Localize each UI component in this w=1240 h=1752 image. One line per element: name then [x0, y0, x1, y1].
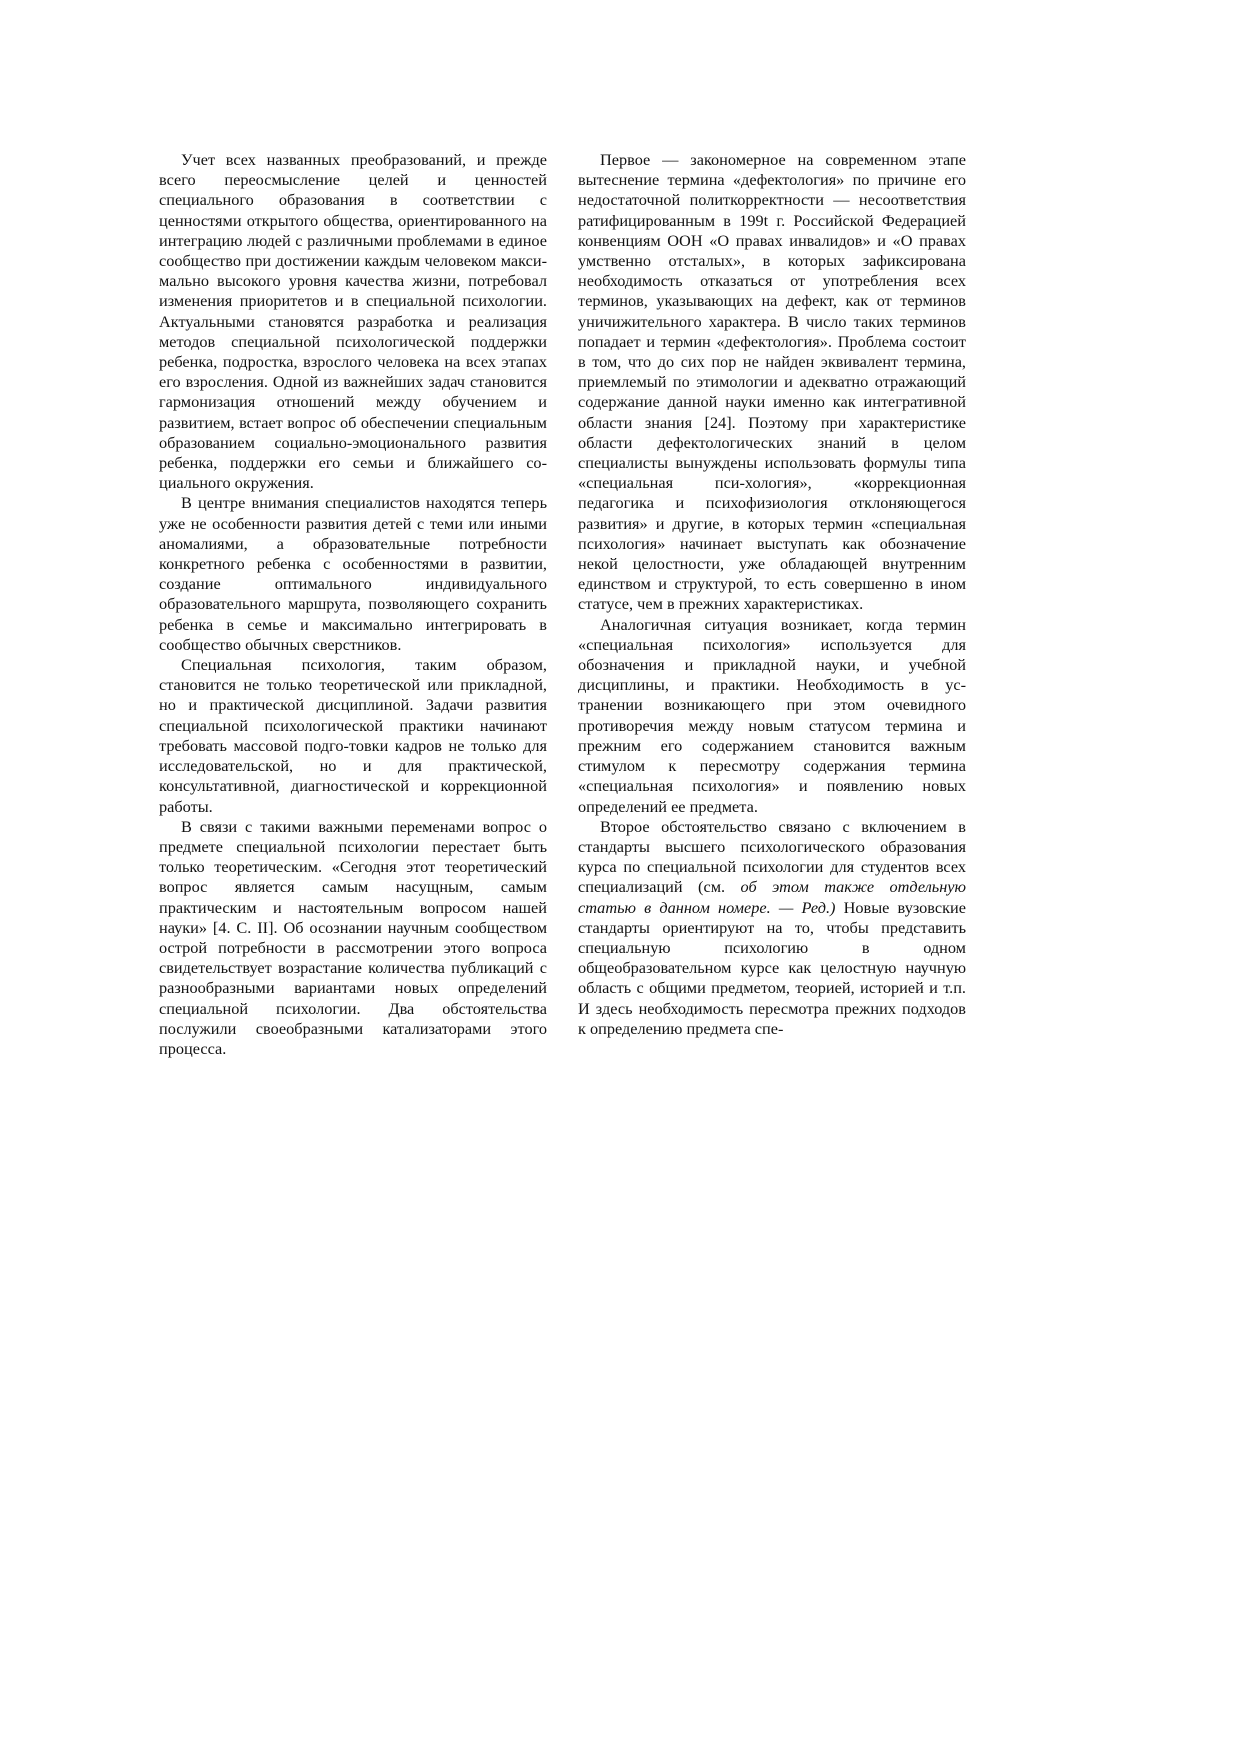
- paragraph: Первое — закономерное на современном этапе вытеснение термина «дефектология» по причине его недостаточной политкорректности — несоответствия ратифицированным в 199t г. Российской Федерацией конвенциям ООН «О правах инвалидов» и «О правах умственно отсталых», в которых зафиксирована необходимость отказаться от употребления всех терминов, указывающих на дефект, как от терминов уничижительного характера. В число таких терминов попадает и термин «дефектология». Проблема состоит в том, что до сих пор не найден эквивалент термина, приемлемый по этимологии и адекватно отражающий содержание данной науки именно как интегративной области знания [24]. Поэтому при характеристике области дефектологических знаний в целом специалисты вынуждены использовать формулы типа «специальная пси-хология», «коррекционная педагогика и психофизиология отклоняющегося развития» и другие, в которых термин «специальная психология» начинает выступать как обозначение некой целостности, уже обладающей внутренним единством и структурой, то есть совершенно в ином статусе, чем в прежних характеристиках.: [578, 150, 966, 614]
- left-column: [159, 150, 547, 1059]
- paragraph-text: Новые вузовские стандарты ориентируют на то, чтобы представить специальную психологию в одном общеобразовательном курсе как целостную научную область с общими предметом, теорией, историей и т.п. И здесь необходимость пересмотра прежних подходов к определению предмета спе-: [578, 897, 966, 1038]
- paragraph: В центре внимания специалистов находятся теперь уже не особенности развития детей с теми или иными аномалиями, а образовательные потребности конкретного ребенка с особенностями в развитии, создание оптимального индивидуального образовательного маршрута, позволяющего сохранить ребенка в семье и максимально интегрировать в сообщество обычных сверстников.: [159, 493, 547, 654]
- editor-note: об этом также отдельную статью в данном номере. — Ред.): [578, 877, 966, 917]
- paragraph: [578, 817, 966, 1039]
- paragraph: Специальная психология, таким образом, становится не только теоретической или прикладной, но и практической дисциплиной. Задачи развития специальной психологической практики начинают требовать массовой подго-товки кадров не только для исследовательской, но и для практической, консультативной, диагностической и коррекционной работы.: [159, 655, 547, 816]
- right-column: [578, 150, 966, 1039]
- paragraph: Учет всех названных преобразований, и прежде всего переосмысление целей и ценностей специального образования в соответствии с ценностями открытого общества, ориентированного на интеграцию людей с различными проблемами в единое сообщество при достижении каждым человеком макси-мально высокого уровня качества жизни, потребовал изменения приоритетов и в специальной психологии. Актуальными становятся разработка и реализация методов специальной психологической поддержки ребенка, подростка, взрослого человека на всех этапах его взросления. Одной из важнейших задач становится гармонизация отношений между обучением и развитием, встает вопрос об обеспечении специальным образованием социально-эмоционального развития ребенка, поддержки его семьи и ближайшего со-циального окружения.: [159, 150, 547, 493]
- paragraph-text: Второе обстоятельство связано с включением в стандарты высшего психологического образования курса по специальной психологии для студентов всех специализаций (см.: [578, 816, 966, 897]
- paragraph: В связи с такими важными переменами вопрос о предмете специальной психологии перестает быть только теоретическим. «Сегодня этот теоретический вопрос является самым насущным, самым практическим и настоятельным вопросом нашей науки» [4. С. II]. Об осознании научным сообществом острой потребности в рассмотрении этого вопроса свидетельствует возрастание количества публикаций с разнообразными вариантами новых определений специальной психологии. Два обстоятельства послужили своеобразными катализаторами этого процесса.: [159, 816, 547, 1058]
- paragraph: Аналогичная ситуация возникает, когда термин «специальная психология» используется для обозначения и прикладной науки, и учебной дисциплины, и практики. Необходимость в ус-транении возникающего при этом очевидного противоречия между новым статусом термина и прежним его содержанием становится важным стимулом к пересмотру содержания термина «специальная психология» и появлению новых определений ее предмета.: [578, 614, 966, 816]
